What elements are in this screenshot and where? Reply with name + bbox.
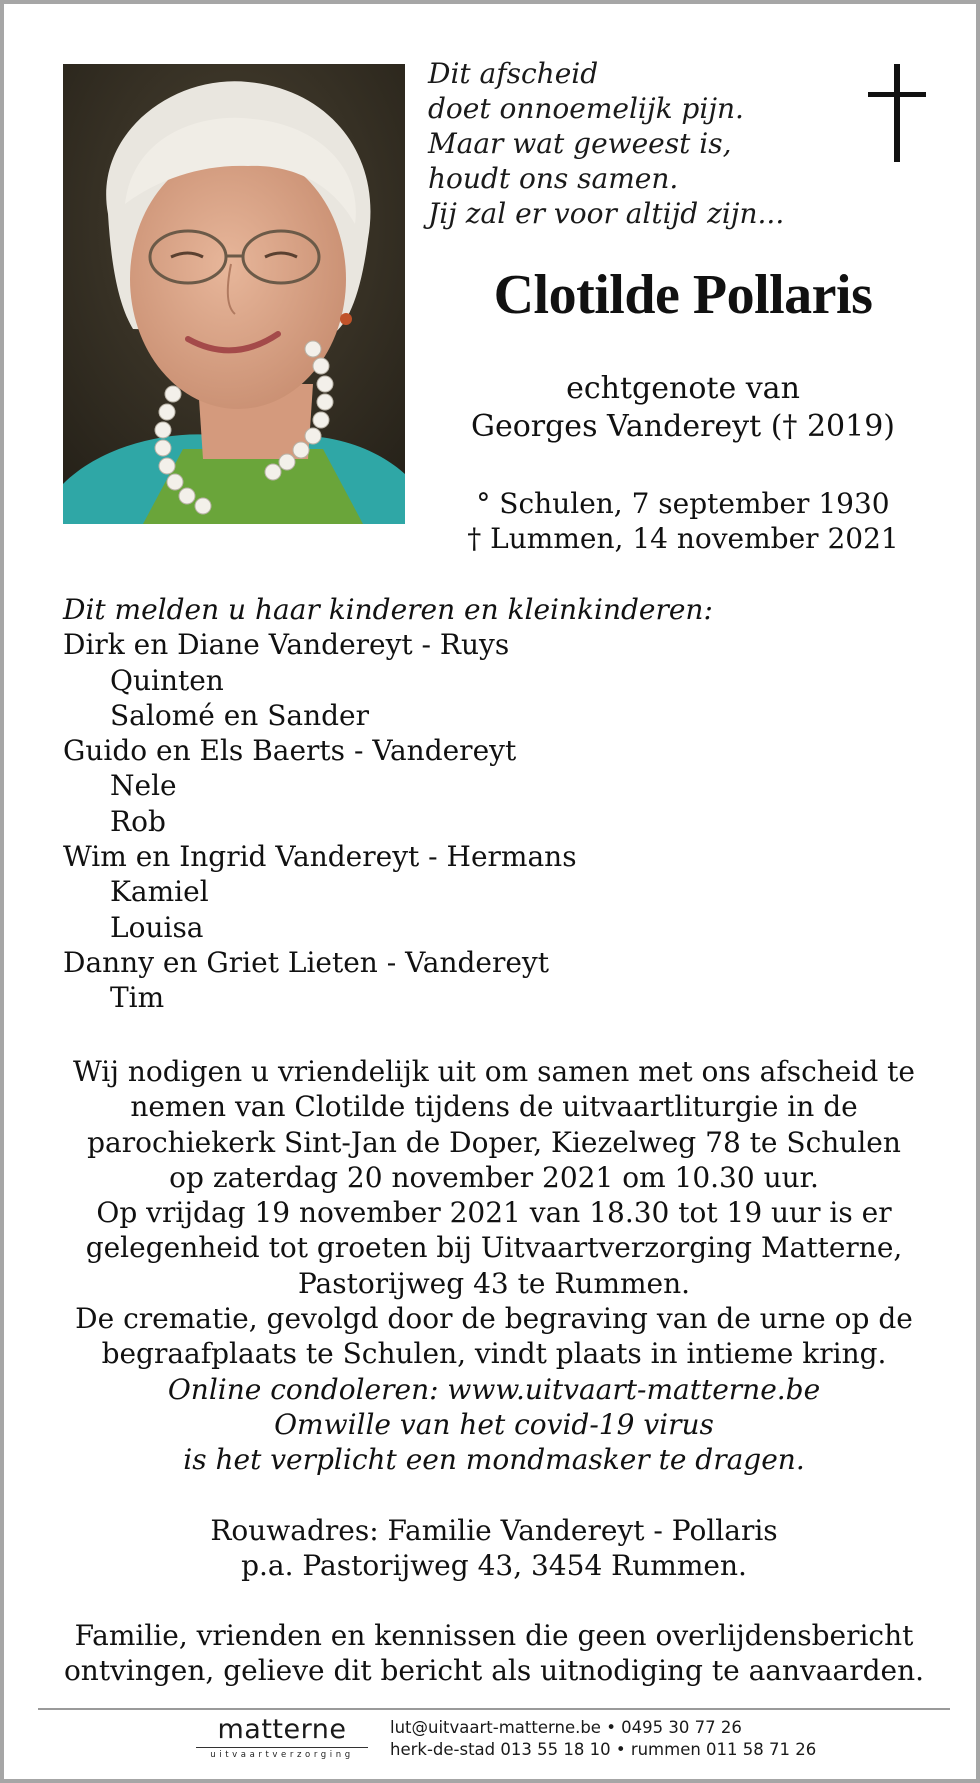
contact-line: herk-de-stad 013 55 18 10 • rummen 011 58 71 26 [390,1740,817,1759]
poem-line: Jij zal er voor altijd zijn... [428,197,785,230]
note-line: is het verplicht een mondmasker te dragen. [183,1443,805,1477]
family-members [63,627,923,1015]
poem-line: houdt ons samen. [428,162,679,195]
poem-line: doet onnoemelijk pijn. [428,92,744,125]
ceremony-line: Pastorijweg 43 te Rummen. [297,1266,691,1300]
spouse-info [428,370,938,446]
ceremony-text [44,1054,944,1372]
closing-text [44,1618,944,1689]
ceremony-line: parochiekerk Sint-Jan de Doper, Kiezelweg 78 te Schulen [87,1125,901,1159]
child-couple-name: Guido en Els Baerts - Vandereyt [63,734,517,768]
portrait-photo [63,64,405,524]
poem-line: Maar wat geweest is, [428,127,732,160]
ceremony-line: Wij nodigen u vriendelijk uit om samen met ons afscheid te [73,1055,915,1088]
life-dates [428,486,938,556]
address-line: Rouwadres: Familie Vandereyt - Pollaris [210,1513,778,1547]
spacer [44,1583,944,1618]
spacer [44,1478,944,1513]
poem-line: Dit afscheid [428,57,599,90]
latin-cross-icon [868,64,926,162]
brand-tagline: uitvaartverzorging [210,1750,354,1760]
notes-text [44,1372,944,1478]
poem [428,56,808,231]
note-line: Online condoleren: www.uitvaart-matterne.be [167,1372,821,1406]
address-line: p.a. Pastorijweg 43, 3454 Rummen. [241,1548,747,1582]
brand-name: matterne [217,1714,347,1745]
child-couple-name: Danny en Griet Lieten - Vandereyt [63,945,549,979]
contact-line: lut@uitvaart-matterne.be • 0495 30 77 26 [390,1718,742,1737]
ceremony-line: nemen van Clotilde tijdens de uitvaartliturgie in de [130,1090,858,1124]
ceremony-line: op zaterdag 20 november 2021 om 10.30 uur. [169,1160,819,1194]
grandchild-name: Tim [110,981,165,1015]
deceased-name: Clotilde Pollaris [493,264,873,326]
grandchild-name: Nele [110,769,177,803]
closing-line: ontvingen, gelieve dit bericht als uitnodiging te aanvaarden. [63,1654,925,1688]
invitation [44,1054,944,1689]
footer-contact [390,1717,816,1761]
ceremony-line: De crematie, gevolgd door de begraving van de urne op de [75,1302,913,1336]
ceremony-line: Op vrijdag 19 november 2021 van 18.30 tot 19 uur is er [96,1196,892,1230]
grandchild-name: Kamiel [110,875,209,909]
family-list [63,592,923,1016]
footer-divider [38,1708,950,1710]
child-couple-name: Dirk en Diane Vandereyt - Ruys [63,628,510,662]
death-date: † Lummen, 14 november 2021 [467,522,899,555]
ceremony-line: begraafplaats te Schulen, vindt plaats in intieme kring. [101,1337,887,1371]
mourning-address [44,1513,944,1584]
grandchild-name: Rob [110,804,166,838]
note-line: Omwille van het covid-19 virus [274,1407,714,1441]
grandchild-name: Salomé en Sander [110,698,369,732]
family-intro: Dit melden u haar kinderen en kleinkinderen: [63,593,713,626]
ceremony-line: gelegenheid tot groeten bij Uitvaartverzorging Matterne, [85,1231,903,1265]
brand-underline [196,1747,368,1748]
spouse-label: echtgenote van [566,371,800,406]
closing-line: Familie, vrienden en kennissen die geen overlijdensbericht [74,1619,914,1653]
brand-logo [192,1715,372,1760]
grandchild-name: Quinten [110,663,224,697]
grandchild-name: Louisa [110,910,204,944]
spouse-name: Georges Vandereyt († 2019) [470,409,895,444]
birth-date: ° Schulen, 7 september 1930 [476,487,890,520]
child-couple-name: Wim en Ingrid Vandereyt - Hermans [63,840,577,874]
